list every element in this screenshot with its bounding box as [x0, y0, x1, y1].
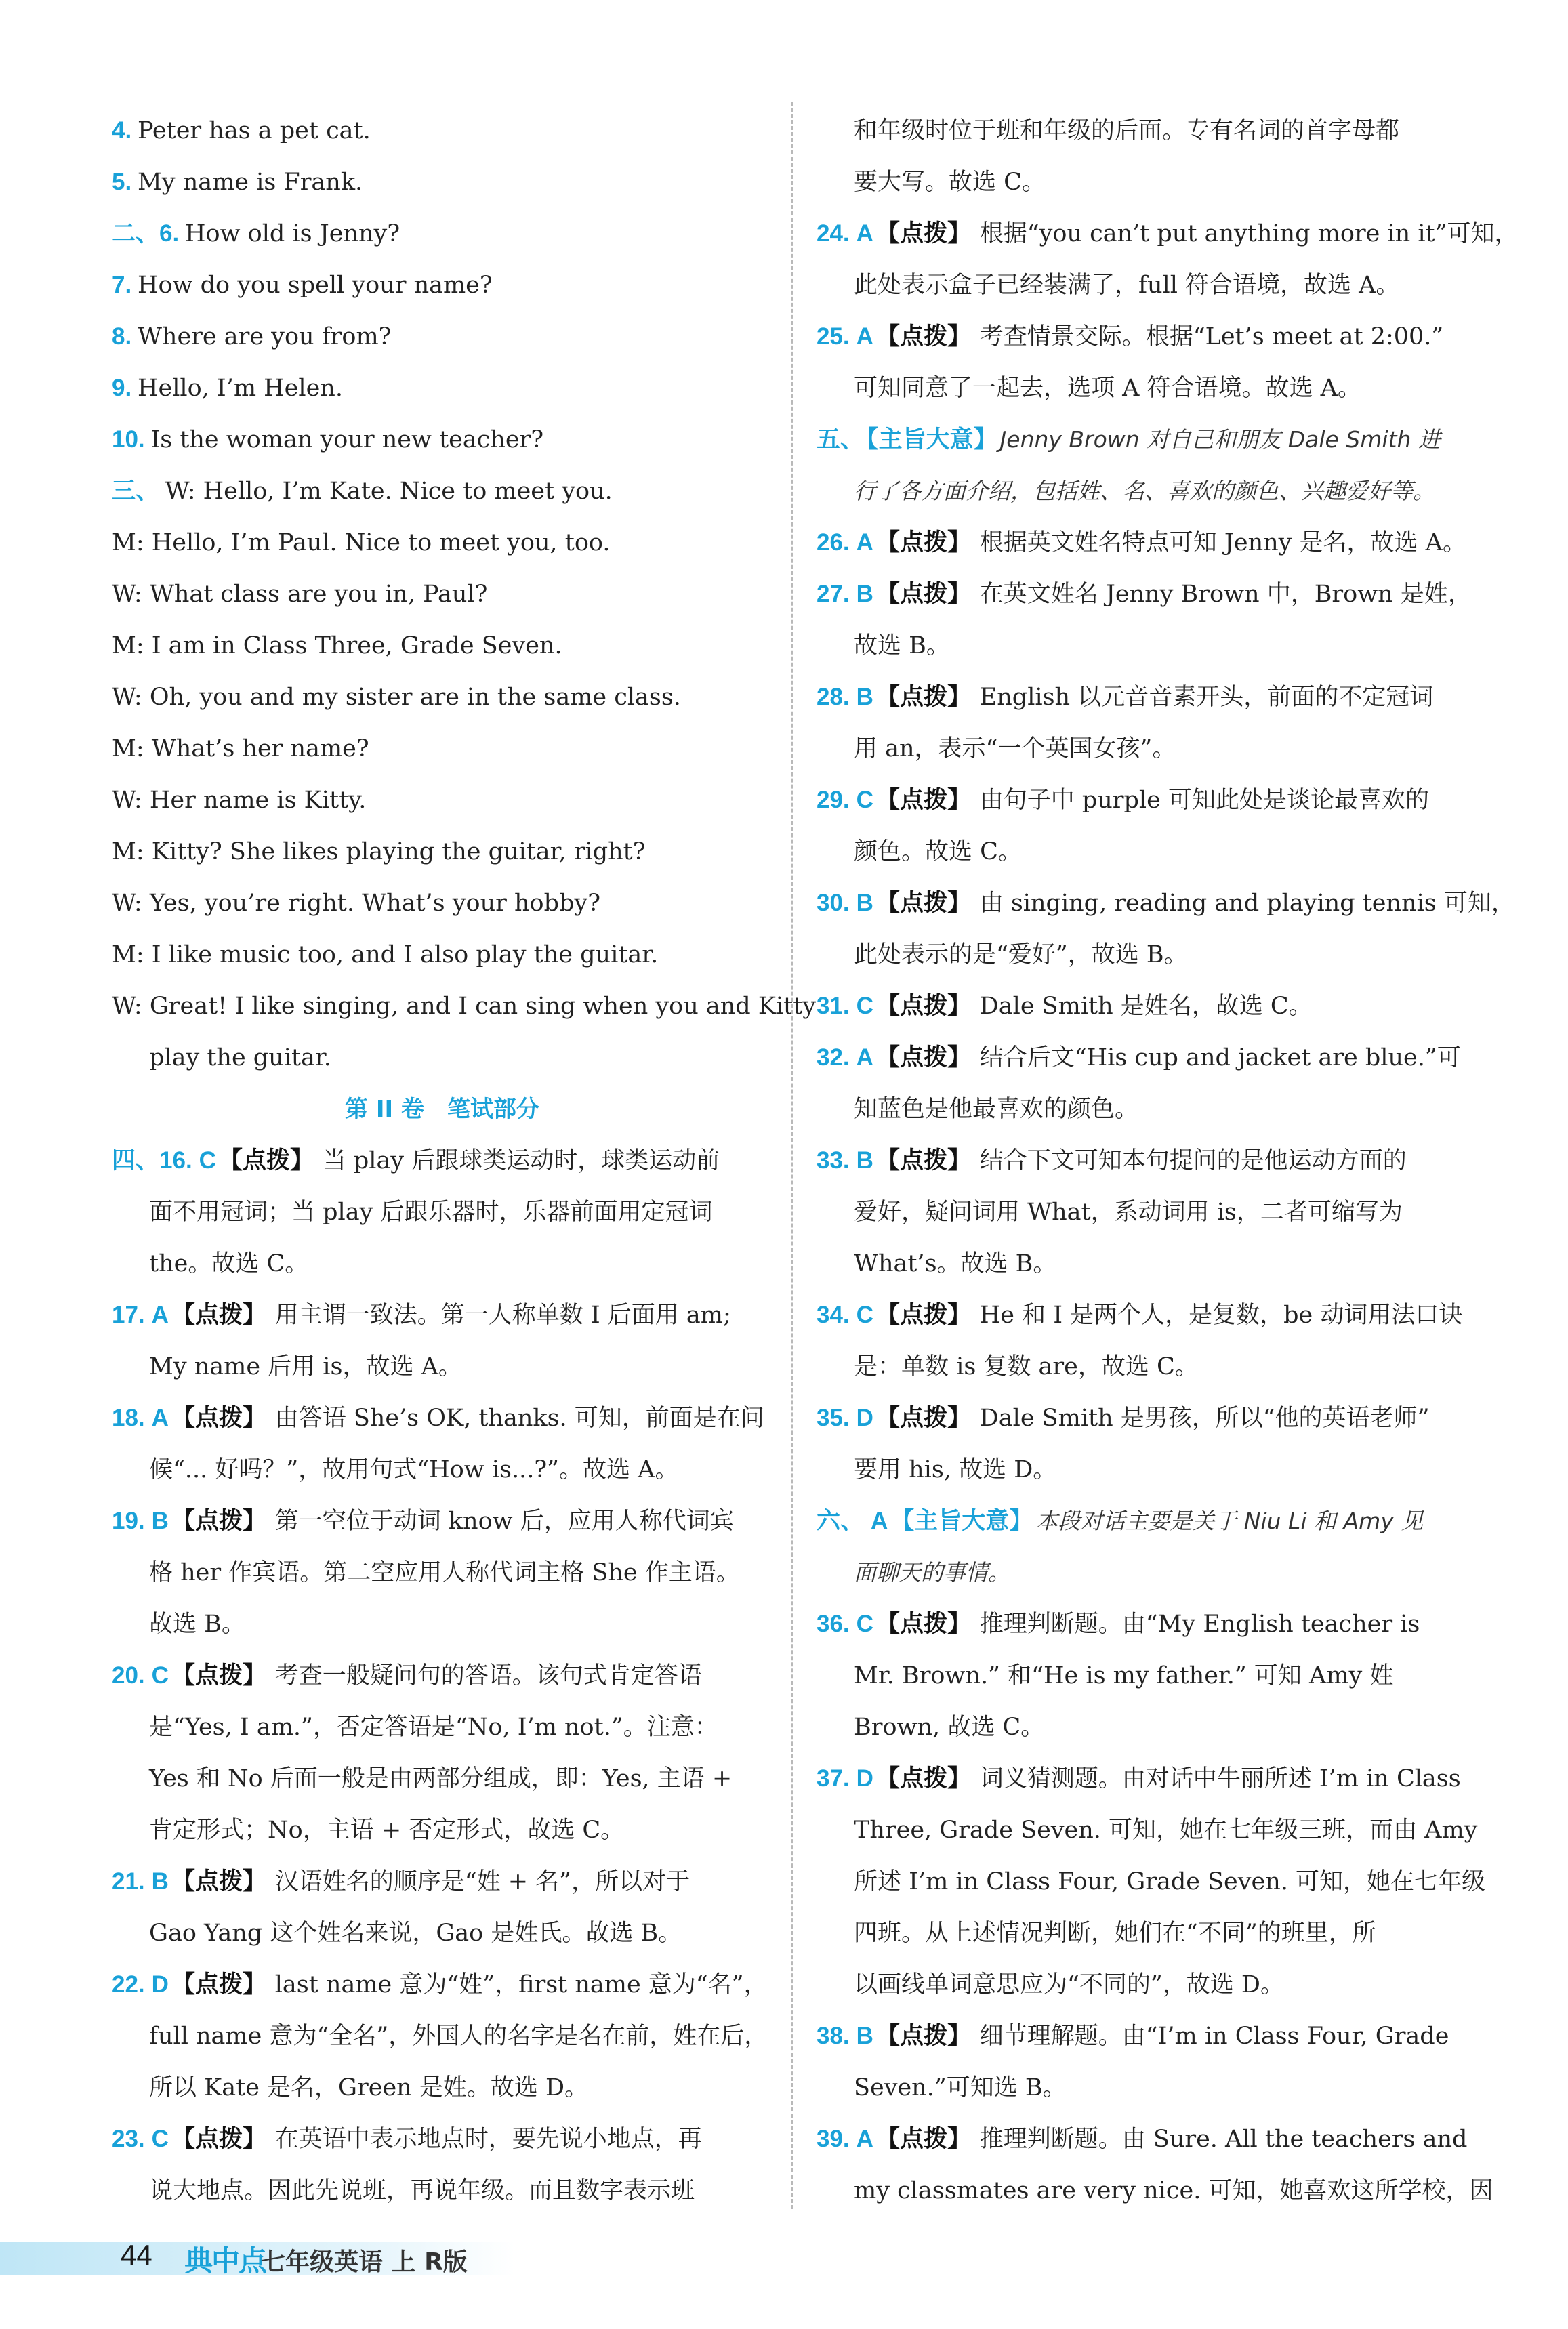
answer-line [112, 105, 772, 157]
answer-letter: C [856, 787, 873, 813]
hint-tag: 【点拨】 [171, 1302, 266, 1329]
hint-tag: 【点拨】 [875, 993, 971, 1020]
line-text: English 以元音音素开头，前面的不定冠词 [979, 684, 1434, 711]
question-number: 29. [817, 787, 850, 813]
answer-line [817, 775, 1477, 826]
answer-line [112, 981, 817, 1032]
answer-line [112, 1547, 772, 1599]
line-text: 爱好，疑问词用 What，系动词用 is，二者可缩写为 [854, 1199, 1403, 1226]
question-number: 22. [112, 1971, 145, 1998]
answer-letter: C [199, 1147, 216, 1174]
answer-line [112, 1238, 772, 1290]
line-text: Seven.”可知选 B。 [854, 2074, 1067, 2101]
brand-logo: 典中点 [184, 2244, 266, 2278]
main-idea-text: 面聊天的事情。 [854, 1559, 1010, 1586]
answer-line [112, 363, 772, 414]
hint-tag: 【点拨】 [171, 1405, 266, 1432]
line-text: 故选 B。 [149, 1611, 245, 1638]
line-text: 是：单数 is 复数 are，故选 C。 [854, 1353, 1199, 1380]
line-text: W: Oh, you and my sister are in the same class. [112, 684, 681, 711]
line-text: 汉语姓名的顺序是“姓 + 名”，所以对于 [274, 1868, 690, 1895]
answer-letter: A [856, 323, 873, 350]
answer-line [817, 2011, 1477, 2062]
answer-line [817, 1753, 1477, 1805]
question-number: 23. [112, 2126, 145, 2152]
line-text: 此处表示盒子已经装满了，full 符合语境，故选 A。 [854, 272, 1400, 299]
answer-letter: A [151, 1302, 169, 1328]
answer-line [817, 1702, 1477, 1753]
line-text: Hello, I’m Helen. [137, 375, 343, 402]
line-text: full name 意为“全名”，外国人的名字是名在前，姓在后， [149, 2023, 768, 2050]
question-number: 36. [817, 1611, 850, 1637]
answer-line [817, 260, 1477, 311]
right-column [817, 105, 1519, 2217]
answer-line [817, 363, 1477, 414]
section-marker: 六、 [817, 1508, 865, 1534]
line-text: 由句子中 purple 可知此处是谈论最喜欢的 [979, 787, 1429, 814]
line-text: 由 singing, reading and playing tennis 可知， [979, 890, 1515, 917]
line-text: Brown, 故选 C。 [854, 1714, 1045, 1741]
answer-letter: C [856, 1611, 873, 1637]
answer-letter: D [856, 1405, 873, 1431]
line-text: 故选 B。 [854, 632, 950, 659]
hint-tag: 【点拨】 [875, 2023, 971, 2050]
answer-line [817, 1959, 1477, 2011]
main-idea-text: Jenny Brown 对自己和朋友 Dale Smith 进 [999, 426, 1441, 453]
page-number: 44 [121, 2239, 152, 2271]
answer-line [817, 105, 1477, 157]
answer-line [112, 2011, 772, 2062]
line-text: Gao Yang 这个姓名来说，Gao 是姓氏。故选 B。 [149, 1920, 682, 1947]
answer-line [112, 414, 772, 466]
line-text: W: Great! I like singing, and I can sing when you and Kitty [112, 993, 817, 1020]
question-number: 27. [817, 581, 850, 607]
line-text: 在英语中表示地点时，要先说小地点，再 [274, 2126, 702, 2153]
question-number: 38. [817, 2023, 850, 2049]
line-text: 结合后文“His cup and jacket are blue.”可 [979, 1044, 1461, 1071]
answer-line [817, 1187, 1477, 1238]
answer-line [112, 1908, 772, 1959]
answer-line [817, 1599, 1477, 1650]
line-text: 用 an，表示“一个英国女孩”。 [854, 735, 1176, 762]
question-number: 24. [817, 220, 850, 247]
answer-line [817, 1547, 1477, 1599]
hint-tag: 【点拨】 [171, 1662, 266, 1689]
question-number: 19. [112, 1508, 145, 1534]
answer-line [817, 1341, 1477, 1393]
question-number: 37. [817, 1765, 850, 1792]
hint-tag: 【点拨】 [875, 1765, 971, 1792]
line-text: Dale Smith 是男孩，所以“他的英语老师” [979, 1405, 1430, 1432]
line-text: 以画线单词意思应为“不同的”，故选 D。 [854, 1971, 1284, 1998]
line-text: 格 her 作宾语。第二空应用人称代词主格 She 作主语。 [149, 1559, 740, 1586]
question-number: 10. [112, 426, 145, 453]
line-text: How old is Jenny? [184, 220, 400, 247]
hint-tag: 【点拨】 [875, 2126, 971, 2153]
line-text: 要用 his, 故选 D。 [854, 1456, 1057, 1483]
answer-line [817, 1805, 1477, 1856]
answer-line [817, 1290, 1477, 1341]
answer-line [817, 620, 1477, 672]
line-text: 结合下文可知本句提问的是他运动方面的 [979, 1147, 1407, 1174]
line-text: the。故选 C。 [149, 1250, 309, 1277]
line-text: Is the woman your new teacher? [150, 426, 544, 453]
answer-line [817, 1650, 1477, 1702]
question-number: 21. [112, 1868, 145, 1895]
question-number: 34. [817, 1302, 850, 1328]
line-text: W: What class are you in, Paul? [112, 581, 488, 608]
line-text: 所以 Kate 是名，Green 是姓。故选 D。 [149, 2074, 589, 2101]
hint-tag: 【点拨】 [875, 1302, 971, 1329]
answer-line [817, 672, 1477, 723]
answer-line [817, 208, 1519, 260]
line-text: Dale Smith 是姓名，故选 C。 [979, 993, 1313, 1020]
answer-line [817, 1856, 1486, 1908]
answer-line [112, 1496, 772, 1547]
answer-line [817, 1135, 1477, 1187]
line-text: 由答语 She’s OK, thanks. 可知，前面是在问 [274, 1405, 764, 1432]
answer-line [112, 1856, 772, 1908]
line-text: 根据“you can’t put anything more in it”可知， [979, 220, 1519, 247]
answer-line [112, 1959, 772, 2011]
line-text: 肯定形式；No，主语 + 否定形式，故选 C。 [149, 1817, 625, 1844]
question-number: 39. [817, 2126, 850, 2152]
line-text: 所述 I’m in Class Four, Grade Seven. 可知，她在七年级 [854, 1868, 1486, 1895]
answer-letter: A [151, 1405, 169, 1431]
line-text: 四班。从上述情况判断，她们在“不同”的班里，所 [854, 1920, 1376, 1947]
line-text: Where are you from? [137, 323, 392, 350]
hint-tag: 【点拨】 [875, 1611, 971, 1638]
answer-line [817, 2114, 1477, 2165]
answer-line [112, 826, 772, 878]
question-number: 9. [112, 375, 132, 401]
answer-letter: A [856, 529, 873, 556]
line-text: 推理判断题。由 Sure. All the teachers and [979, 2126, 1468, 2153]
line-text: 用主谓一致法。第一人称单数 I 后面用 am; [274, 1302, 731, 1329]
answer-line [817, 157, 1477, 208]
answer-line [817, 414, 1477, 466]
answer-line [817, 981, 1477, 1032]
line-text: M: What’s her name? [112, 735, 369, 762]
line-text: 第一空位于动词 know 后，应用人称代词宾 [274, 1508, 734, 1535]
line-text: W: Yes, you’re right. What’s your hobby? [112, 890, 600, 917]
main-idea-text: 行了各方面介绍，包括姓、名、喜欢的颜色、兴趣爱好等。 [854, 478, 1435, 504]
question-number: 28. [817, 684, 850, 710]
answer-line [817, 1032, 1477, 1084]
question-number: 7. [112, 272, 132, 298]
answer-line [112, 1032, 772, 1084]
answer-letter: C [151, 2126, 169, 2152]
line-text: 可知同意了一起去，选项 A 符合语境。故选 A。 [854, 375, 1361, 402]
answer-line [112, 157, 772, 208]
left-column [112, 105, 817, 2217]
answer-line [112, 723, 772, 775]
question-number: 8. [112, 323, 132, 350]
answer-line [112, 1444, 772, 1496]
hint-tag: 【点拨】 [218, 1147, 314, 1174]
answer-line [112, 1753, 772, 1805]
main-idea-tag: 【主旨大意】 [867, 426, 997, 453]
question-number: 17. [112, 1302, 145, 1328]
line-text: 候“... 好吗？”，故用句式“How is...?”。故选 A。 [149, 1456, 679, 1483]
answer-letter: B [856, 2023, 873, 2049]
answer-line [817, 2165, 1493, 2217]
answer-line [112, 466, 772, 517]
answer-letter: C [151, 1662, 169, 1689]
line-text: W: Hello, I’m Kate. Nice to meet you. [165, 478, 613, 505]
answer-line [817, 723, 1477, 775]
answer-line [817, 1908, 1477, 1959]
answer-line [112, 1393, 772, 1444]
line-text: my classmates are very nice. 可知，她喜欢这所学校，因 [854, 2177, 1493, 2204]
question-number: 18. [112, 1405, 145, 1431]
line-text: He 和 I 是两个人，是复数，be 动词用法口诀 [979, 1302, 1463, 1329]
answer-line [817, 466, 1477, 517]
section-heading [112, 1084, 772, 1135]
question-number: 5. [112, 169, 132, 195]
answer-line [112, 929, 772, 981]
book-title: 七年级英语 上 R版 [261, 2248, 468, 2276]
section-marker: 四、 [112, 1147, 160, 1174]
answer-letter: A [856, 220, 873, 247]
line-text: Peter has a pet cat. [137, 117, 371, 144]
answer-line [112, 620, 772, 672]
line-text: 细节理解题。由“I’m in Class Four, Grade [979, 2023, 1449, 2050]
answer-line [112, 2114, 772, 2165]
line-text: 是“Yes, I am.”，否定答语是“No, I’m not.”。注意： [149, 1714, 718, 1741]
answer-line [817, 2062, 1477, 2114]
answer-line [112, 1805, 772, 1856]
answer-letter: A [856, 1044, 873, 1071]
answer-letter: C [856, 993, 873, 1019]
answer-line [112, 1702, 772, 1753]
hint-tag: 【点拨】 [171, 1508, 266, 1535]
main-idea-text: 本段对话主要是关于 Niu Li 和 Amy 见 [1035, 1508, 1424, 1534]
line-text: M: I like music too, and I also play the guitar. [112, 941, 659, 968]
answer-line [112, 672, 772, 723]
answer-line [817, 1238, 1477, 1290]
line-text: 考查情景交际。根据“Let’s meet at 2:00.” [979, 323, 1444, 350]
page-footer [0, 2235, 1568, 2282]
answer-line [817, 1444, 1477, 1496]
line-text: 当 play 后跟球类运动时，球类运动前 [322, 1147, 720, 1174]
line-text: 词义猜测题。由对话中牛丽所述 I’m in Class [979, 1765, 1461, 1792]
line-text: 考查一般疑问句的答语。该句式肯定答语 [274, 1662, 702, 1689]
hint-tag: 【点拨】 [875, 529, 971, 556]
line-text: 说大地点。因此先说班，再说年级。而且数字表示班 [149, 2177, 695, 2204]
answer-line [112, 1341, 772, 1393]
section-marker: 三、 [112, 478, 160, 504]
line-text: last name 意为“姓”，first name 意为“名”， [274, 1971, 768, 1998]
passage-label: A [871, 1508, 888, 1534]
hint-tag: 【点拨】 [875, 220, 971, 247]
line-text: Three, Grade Seven. 可知，她在七年级三班，而由 Amy [854, 1817, 1478, 1844]
line-text: My name 后用 is，故选 A。 [149, 1353, 462, 1380]
answer-letter: C [856, 1302, 873, 1328]
line-text: M: Kitty? She likes playing the guitar, right? [112, 838, 646, 865]
answer-line [817, 311, 1477, 363]
answer-letter: D [151, 1971, 169, 1998]
hint-tag: 【点拨】 [875, 323, 971, 350]
answer-line [112, 1135, 772, 1187]
answer-line [817, 569, 1477, 620]
question-number: 26. [817, 529, 850, 556]
line-text: 在英文姓名 Jenny Brown 中，Brown 是姓， [979, 581, 1472, 608]
question-number: 16. [159, 1147, 192, 1174]
answer-letter: B [856, 890, 873, 916]
answer-line [112, 1599, 772, 1650]
answer-line [112, 2062, 772, 2114]
section-marker: 五、 [817, 426, 865, 453]
section-marker: 二、 [112, 220, 160, 247]
line-text: play the guitar. [149, 1044, 331, 1071]
answer-line [112, 1187, 772, 1238]
answer-letter: B [856, 1147, 873, 1174]
main-idea-tag: 【主旨大意】 [890, 1508, 1033, 1535]
answer-line [112, 2165, 772, 2217]
hint-tag: 【点拨】 [875, 1147, 971, 1174]
line-text: 面不用冠词；当 play 后跟乐器时，乐器前面用定冠词 [149, 1199, 713, 1226]
section-heading-text: 第 II 卷 笔试部分 [345, 1096, 539, 1123]
question-number: 33. [817, 1147, 850, 1174]
answer-line [817, 517, 1477, 569]
line-text: Mr. Brown.” 和“He is my father.” 可知 Amy 姓 [854, 1662, 1394, 1689]
answer-line [112, 311, 772, 363]
answer-line [817, 1084, 1477, 1135]
question-number: 4. [112, 117, 132, 144]
hint-tag: 【点拨】 [875, 1044, 971, 1071]
line-text: 此处表示的是“爱好”，故选 B。 [854, 941, 1188, 968]
line-text: My name is Frank. [137, 169, 363, 196]
answer-line [817, 1496, 1477, 1547]
question-number: 35. [817, 1405, 850, 1431]
hint-tag: 【点拨】 [171, 2126, 266, 2153]
line-text: What’s。故选 B。 [854, 1250, 1057, 1277]
hint-tag: 【点拨】 [875, 581, 971, 608]
answer-line [112, 1650, 772, 1702]
question-number: 30. [817, 890, 850, 916]
answer-letter: B [151, 1868, 169, 1895]
line-text: W: Her name is Kitty. [112, 787, 367, 814]
answer-line [817, 1393, 1477, 1444]
question-number: 32. [817, 1044, 850, 1071]
answer-line [112, 569, 772, 620]
line-text: 和年级时位于班和年级的后面。专有名词的首字母都 [854, 117, 1400, 144]
answer-letter: B [151, 1508, 169, 1534]
answer-line [112, 260, 772, 311]
question-number: 31. [817, 993, 850, 1019]
question-number: 6. [159, 220, 180, 247]
question-number: 20. [112, 1662, 145, 1689]
hint-tag: 【点拨】 [875, 890, 971, 917]
question-number: 25. [817, 323, 850, 350]
answer-line [112, 208, 772, 260]
answer-line [112, 878, 772, 929]
line-text: 要大写。故选 C。 [854, 169, 1046, 196]
line-text: M: Hello, I’m Paul. Nice to meet you, too. [112, 529, 611, 556]
answer-line [817, 878, 1515, 929]
hint-tag: 【点拨】 [171, 1971, 266, 1998]
line-text: M: I am in Class Three, Grade Seven. [112, 632, 562, 659]
line-text: 推理判断题。由“My English teacher is [979, 1611, 1420, 1638]
hint-tag: 【点拨】 [875, 787, 971, 814]
answer-letter: B [856, 581, 873, 607]
answer-line [112, 775, 772, 826]
answer-line [112, 1290, 772, 1341]
line-text: How do you spell your name? [137, 272, 493, 299]
answer-line [817, 826, 1477, 878]
line-text: Yes 和 No 后面一般是由两部分组成，即：Yes, 主语 + [149, 1765, 733, 1792]
answer-letter: A [856, 2126, 873, 2152]
hint-tag: 【点拨】 [171, 1868, 266, 1895]
line-text: 根据英文姓名特点可知 Jenny 是名，故选 A。 [979, 529, 1466, 556]
answer-letter: D [856, 1765, 873, 1792]
answer-letter: B [856, 684, 873, 710]
hint-tag: 【点拨】 [875, 684, 971, 711]
answer-line [817, 929, 1477, 981]
answer-line [112, 517, 772, 569]
hint-tag: 【点拨】 [875, 1405, 971, 1432]
line-text: 知蓝色是他最喜欢的颜色。 [854, 1096, 1139, 1123]
line-text: 颜色。故选 C。 [854, 838, 1022, 865]
column-divider [791, 102, 793, 2209]
